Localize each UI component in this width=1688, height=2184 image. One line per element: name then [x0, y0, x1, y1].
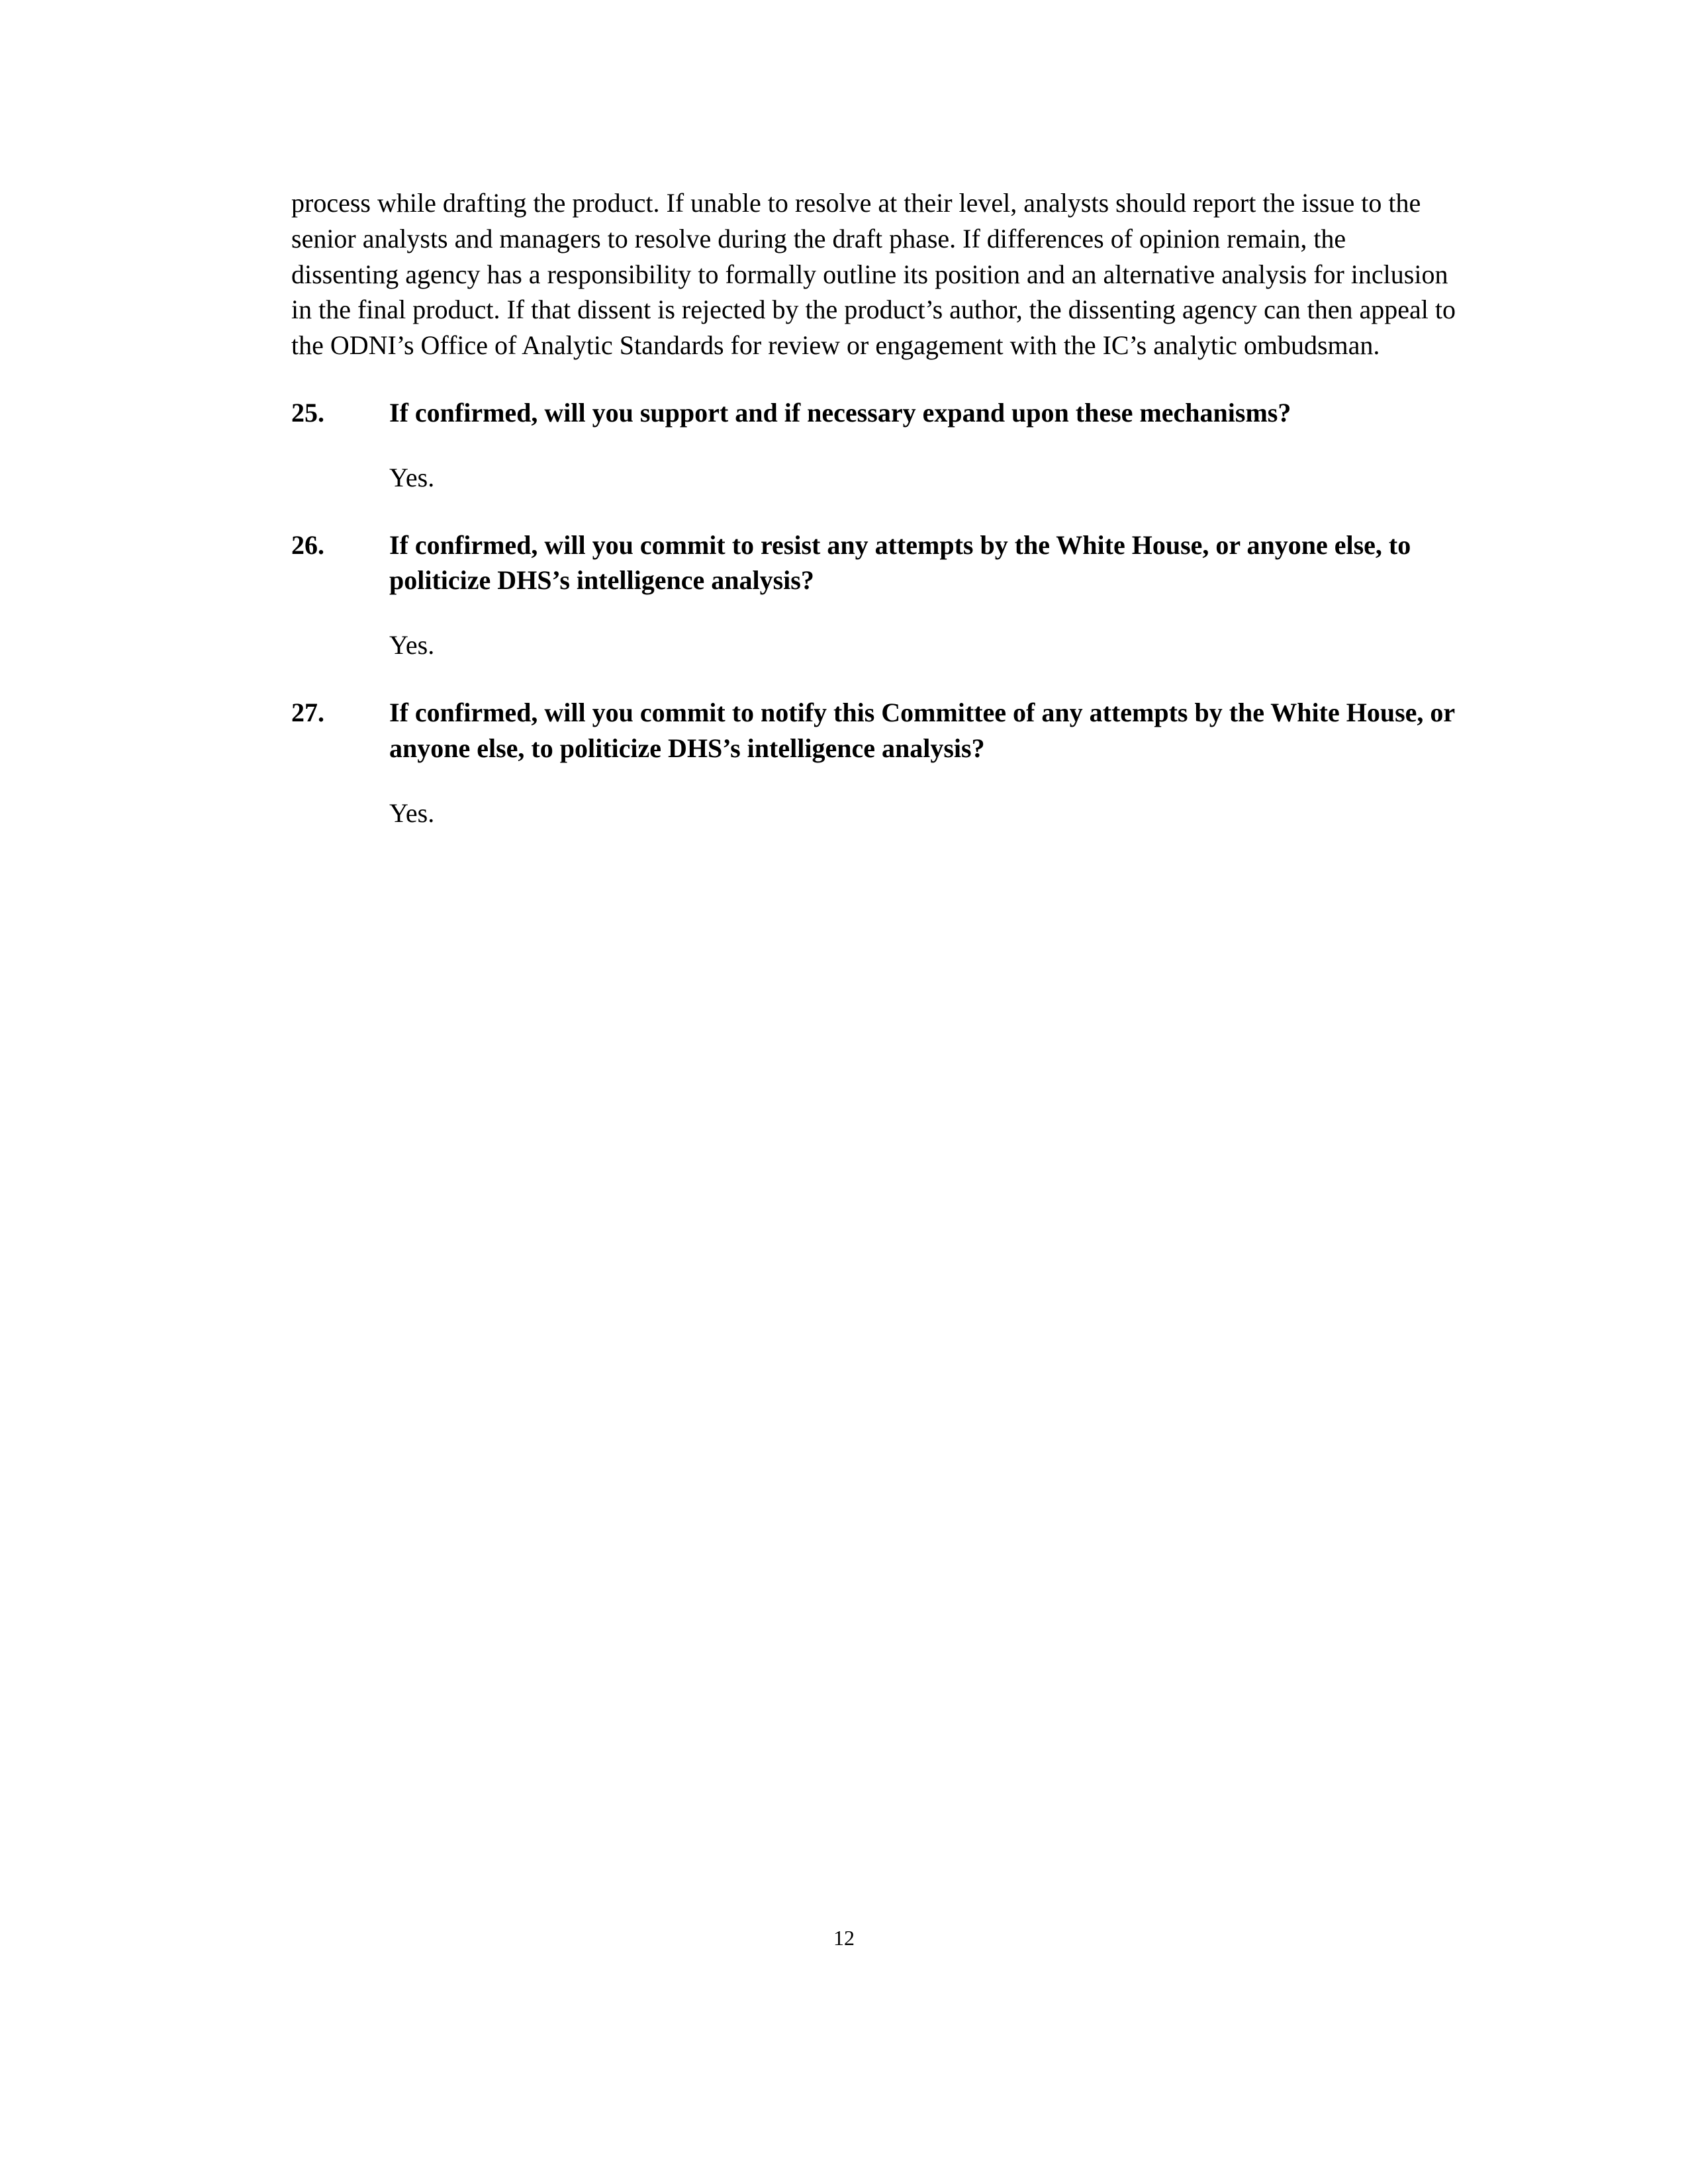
intro-paragraph: process while drafting the product. If unable to resolve at their level, analysts should report the issue to the senior analysts and managers to resolve during the draft phase. If differences of opinion remain, the dissenting agency has a responsibility to formally outline its position and an alternative analysis for inclusion in the final product. If that dissent is rejected by the product’s author, the dissenting agency can then appeal to the ODNI’s Office of Analytic Standards for review or engagement with the IC’s analytic ombudsman.	[291, 188, 1456, 361]
page-content	[291, 185, 1456, 831]
qa-item-27	[291, 695, 1456, 831]
page-number: 12	[833, 1926, 855, 1950]
question-row	[291, 695, 1456, 766]
qa-item-26	[291, 527, 1456, 663]
answer-text: Yes.	[389, 630, 435, 660]
question-text: If confirmed, will you commit to notify this Committee of any attempts by the White House, or anyone else, to politicize DHS’s intelligence analysis?	[389, 697, 1455, 763]
question-row	[291, 527, 1456, 599]
question-text: If confirmed, will you support and if necessary expand upon these mechanisms?	[389, 397, 1291, 428]
answer-text: Yes.	[389, 797, 435, 828]
question-number: 27.	[291, 697, 324, 727]
qa-item-25	[291, 395, 1456, 496]
question-number: 26.	[291, 529, 324, 560]
question-number: 25.	[291, 397, 324, 428]
question-row	[291, 395, 1456, 431]
answer-text: Yes.	[389, 462, 435, 492]
question-text: If confirmed, will you commit to resist any attempts by the White House, or anyone else, to politicize DHS’s intelligence analysis?	[389, 529, 1411, 596]
